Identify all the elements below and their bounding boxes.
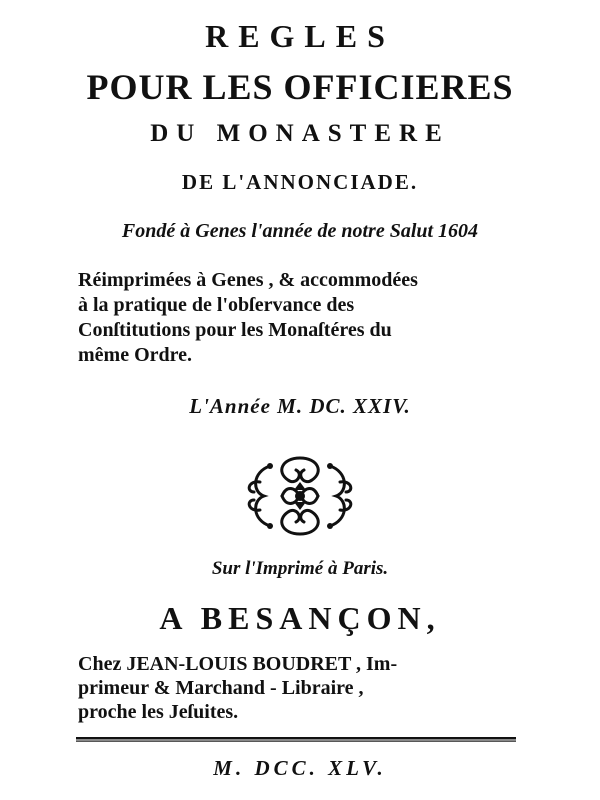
first-edition-year: L'Année M. DC. XXIV. (189, 394, 411, 418)
fleuron-monogram-icon (242, 452, 358, 540)
printer-paragraph (78, 652, 508, 724)
printer-line: Chez JEAN-LOUIS BOUDRET , Im- (78, 653, 398, 675)
reprint-line: Conſtitutions pour les Monaſtéres du (78, 319, 392, 341)
title-annonciade: DE L'ANNONCIADE. (181, 170, 419, 194)
title-monastere: DU MONASTERE (150, 120, 450, 147)
printer-line: proche les Jeſuites. (78, 701, 239, 723)
printer-line: primeur & Marchand - Libraire , (78, 677, 364, 699)
imprint-city: A BESANÇON, (159, 600, 441, 636)
imprint-year: M. DCC. XLV. (213, 756, 387, 780)
source-note: Sur l'Imprimé à Paris. (211, 558, 389, 579)
double-rule-divider (76, 737, 516, 743)
reprint-line: Réimprimées à Genes , & accommodées (78, 269, 418, 291)
title-regles: REGLES (205, 18, 395, 54)
founded-line: Fondé à Genes l'année de notre Salut 1604 (121, 220, 479, 242)
reprint-paragraph (78, 268, 518, 368)
reprint-line: à la pratique de l'obſervance des (78, 294, 355, 316)
title-officieres: POUR LES OFFICIERES (86, 67, 514, 107)
reprint-line: même Ordre. (78, 344, 193, 366)
